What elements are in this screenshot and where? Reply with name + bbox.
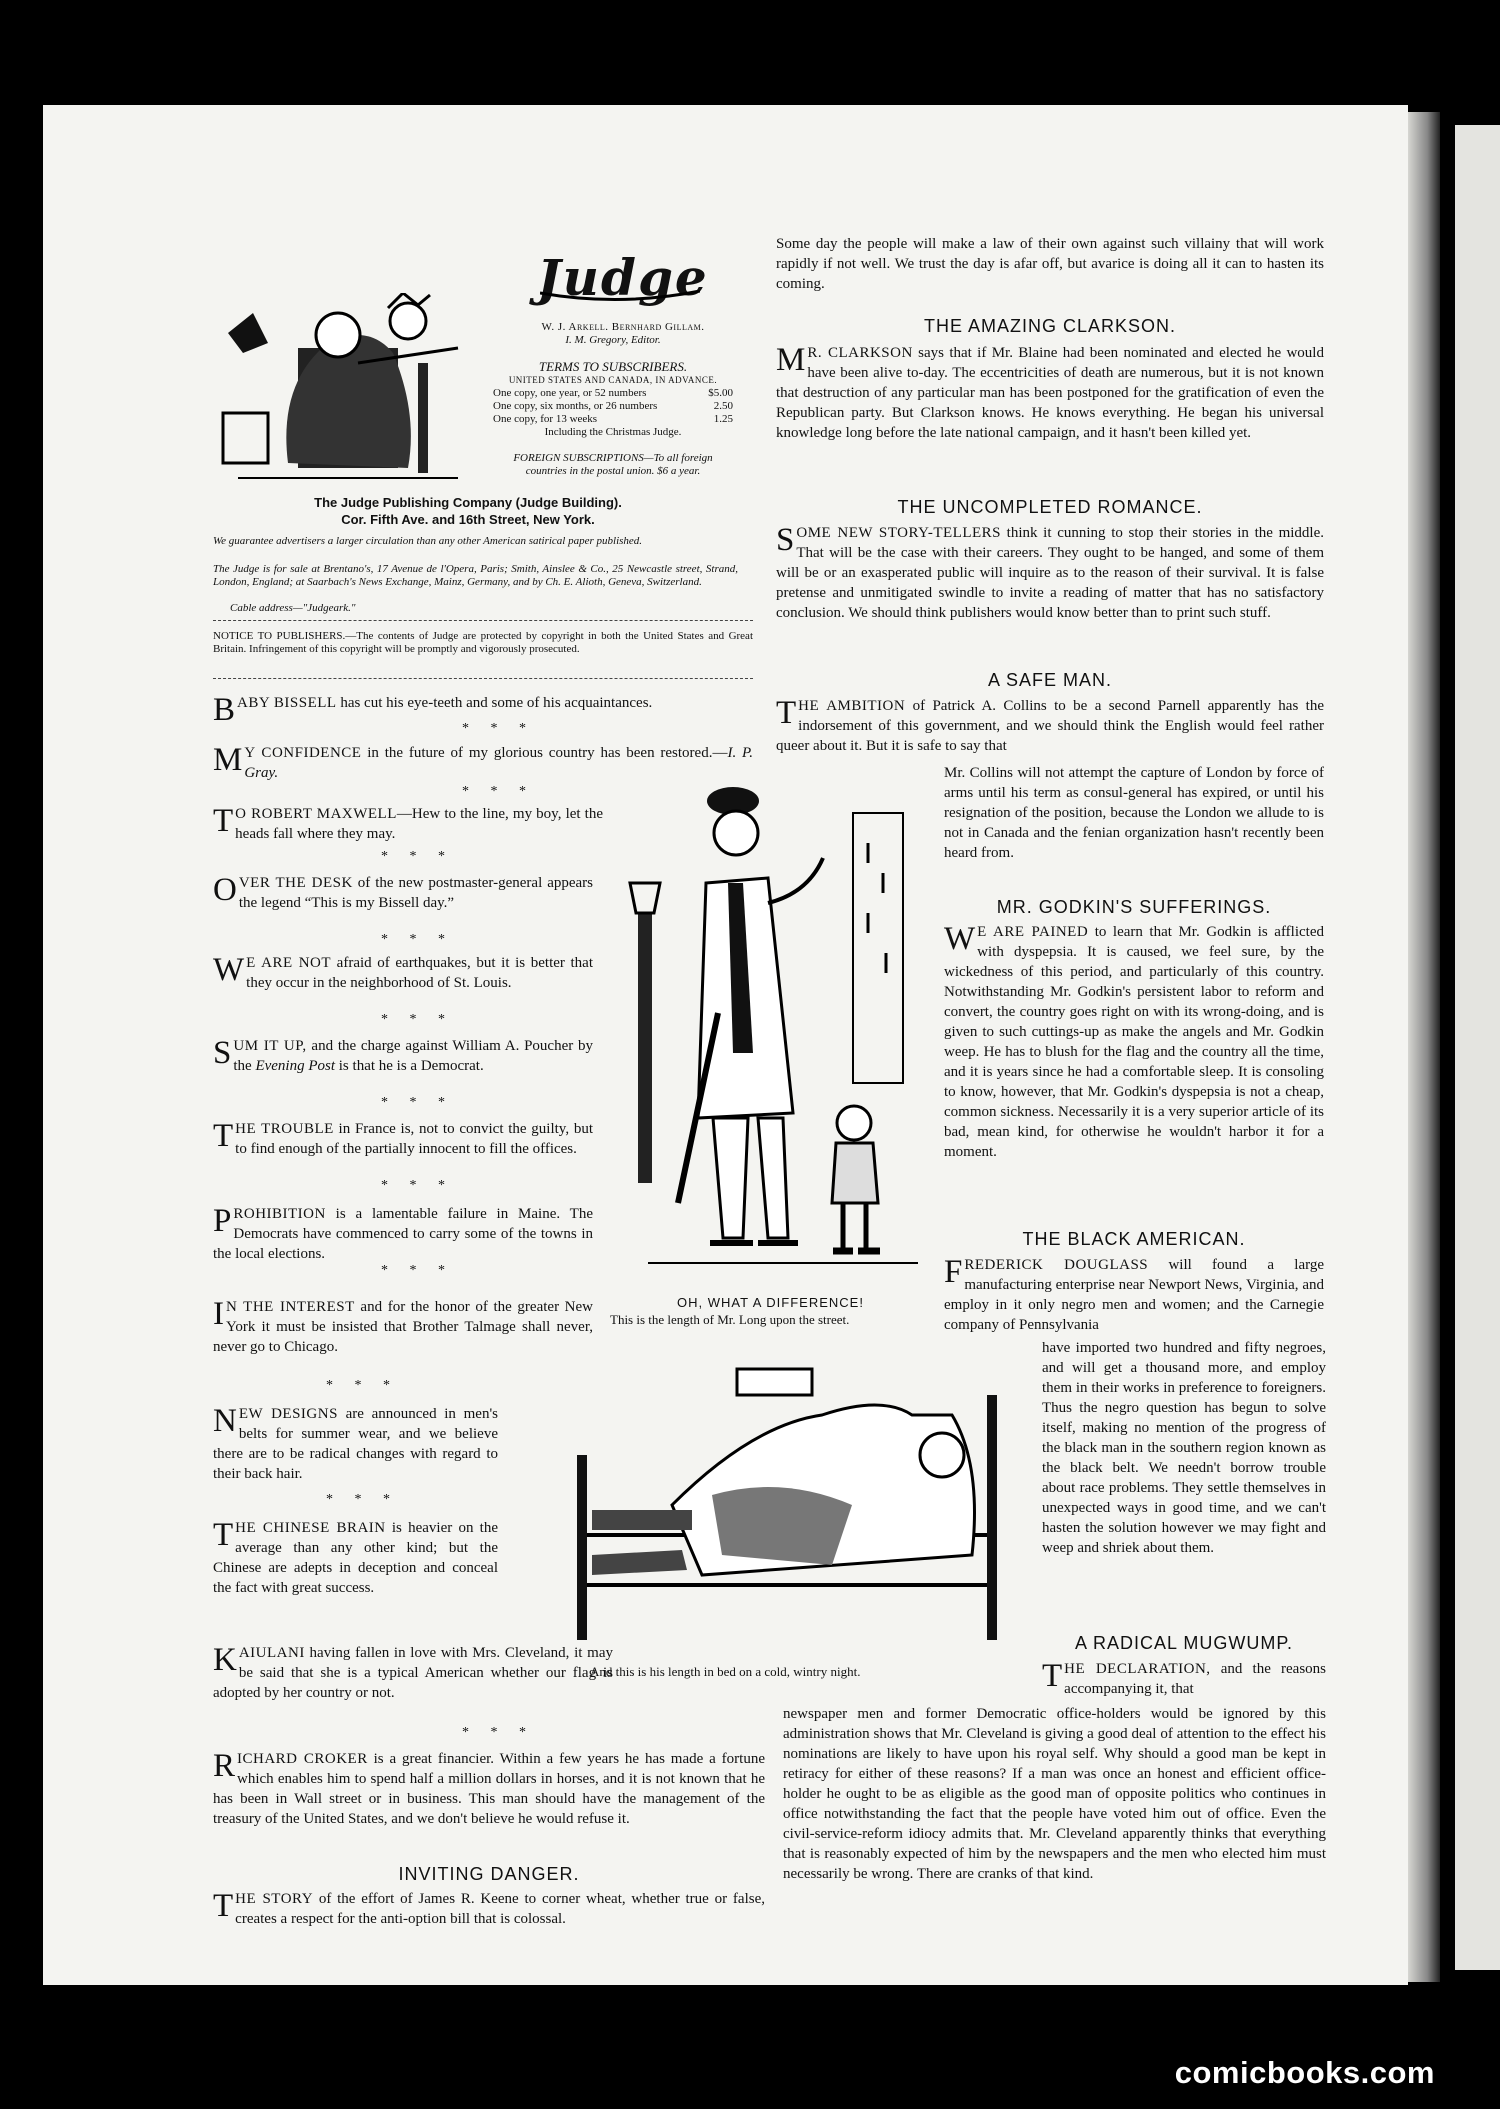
terms-list — [493, 387, 733, 439]
cartoon2-caption: And this is his length in bed on a cold, wintry night. — [590, 1664, 861, 1679]
lead-words: E ARE PAINED — [977, 924, 1089, 940]
item-prohibition — [213, 1204, 593, 1264]
lead-words: N THE INTEREST — [226, 1299, 355, 1315]
terms-price: 2.50 — [713, 400, 733, 412]
publisher-name: The Judge Publishing Company (Judge Building). — [314, 495, 622, 510]
terms-row — [493, 413, 733, 426]
masthead-title: Judge — [537, 248, 709, 307]
item-text: will found a large manufacturing enterprise near Newport News, Virginia, and employ in it only negro men and women; and the Carnegie company of Pennsylvania — [944, 1257, 1324, 1333]
item-postmaster — [213, 873, 593, 913]
terms-region: UNITED STATES AND CANADA, IN ADVANCE. — [508, 375, 718, 385]
guarantee-note: We guarantee advertisers a larger circulation than any other American satirical paper published. — [213, 535, 643, 547]
separator-stars: * * * — [326, 1492, 399, 1507]
heading-black-american: THE BLACK AMERICAN. — [1022, 1229, 1246, 1249]
lead-words: HE CHINESE BRAIN — [235, 1520, 386, 1536]
cartoon1-caption: This is the length of Mr. Long upon the street. — [610, 1312, 850, 1327]
separator-stars: * * * — [381, 932, 454, 947]
lead-words: HE TROUBLE — [235, 1121, 334, 1137]
item-france — [213, 1119, 593, 1159]
lead-words: ROHIBITION — [233, 1206, 326, 1222]
cartoon1-title: OH, WHAT A DIFFERENCE! — [677, 1295, 864, 1310]
item-text: of the effort of James R. Keene to corner wheat, whether true or false, creates a respect for the anti-option bill that is colossal. — [235, 1891, 765, 1927]
item-text: of the new postmaster-general appears the legend “This is my Bissell day.” — [238, 875, 594, 911]
drop-cap: N — [213, 1403, 237, 1439]
item-text: having fallen in love with Mrs. Cleveland, it may be said that she is a typical American whether our flag is adopted by her country or not. — [213, 1645, 613, 1701]
terms-title: TERMS TO SUBSCRIBERS. — [538, 359, 688, 374]
item-robert-maxwell — [213, 804, 603, 844]
foreign-subscriptions: FOREIGN SUBSCRIPTIONS—To all foreign countries in the postal union. $6 a year. — [513, 452, 713, 477]
item-text: says that if Mr. Blaine had been nominated and elected he would have been alive to-day. The eccentricities of death are numerous, but it is not known that destruction of any particular man has been postponed for the gratification of even the Republican party. But Clarkson knows. He knows everything. He began his universal knowledge long before the late national campaign, and it hasn't been killed yet. — [776, 345, 1324, 441]
item-new-designs — [213, 1404, 498, 1484]
terms-text: One copy, one year, or 52 numbers — [493, 387, 647, 399]
separator-stars: * * * — [381, 1263, 454, 1278]
masthead-editor: I. M. Gregory, Editor. — [565, 334, 661, 346]
lead-words: ABY BISSELL — [237, 695, 337, 711]
drop-cap: P — [213, 1203, 232, 1239]
heading-clarkson: THE AMAZING CLARKSON. — [923, 316, 1177, 336]
notice-to-publishers: NOTICE TO PUBLISHERS.—The contents of Judge are protected by copyright in both the United States and Great Britain. Infringement of this copyright will be promptly and vigorously prosecuted. — [213, 630, 753, 655]
item-radical-mugwump — [1042, 1659, 1326, 1699]
terms-price: $5.00 — [708, 387, 733, 399]
separator-stars: * * * — [462, 721, 535, 736]
drop-cap: I — [213, 1296, 224, 1332]
item-text: is that he is a Democrat. — [335, 1058, 484, 1074]
drop-cap: O — [213, 872, 237, 908]
drop-cap: S — [776, 522, 795, 558]
item-text: to learn that Mr. Godkin is afflicted with dyspepsia. It is caused, we feel sure, by the wickedness of this period, and particularly of this country. Notwithstanding Mr. Godkin's persistent labor to reform and convert, the country goes right on with its wrong-doing, and is given to such cuttings-up as make the angels and Mr. Godkin weep. He has to blush for the flag and the country all the time, and it is years since he had a comfortable sleep. It is consoling to know, however, that Mr. Godkin's dyspepsia is not a cheap, common sickness. Necessarily it is a very superior article of its bad, mean kind, for otherwise he wouldn't harbor it for a moment. — [944, 924, 1324, 1160]
item-radical-mugwump-cont: newspaper men and former Democratic office-holders would be ignored by this administration shows that Mr. Cleveland is giving a good deal of attention to the effect his nominations are likely to have upon his royal self. Why should a good man be kept in retiracy for either of these reasons? If a man was once an honest and efficient office-holder he ought to be as eligible as the good man of opposite politics who continues in office notwithstanding the fact that the people have voted him out of office. Even the civil-service-reform idiocy admits that. Mr. Cleveland apparently thinks that everything that is reasonably expected of him by the newspapers and the men who elected him must necessarily be wrong. There are cranks of that kind. — [783, 1706, 1326, 1882]
item-sum-it-up — [213, 1036, 593, 1076]
drop-cap: T — [213, 1517, 234, 1553]
lead-words: HE STORY — [235, 1891, 314, 1907]
drop-cap: W — [944, 921, 976, 957]
item-confidence — [213, 743, 753, 783]
signature: I. P. Gray. — [244, 745, 753, 781]
site-watermark: comicbooks.com — [1174, 2055, 1435, 2090]
item-text: is a lamentable failure in Maine. The Democrats have commenced to carry some of the towns in the local elections. — [213, 1206, 593, 1262]
terms-text: One copy, for 13 weeks — [493, 413, 598, 425]
drop-cap: T — [776, 695, 797, 731]
sale-note: The Judge is for sale at Brentano's, 17 Avenue de l'Opera, Paris; Smith, Ainslee & Co., 25 Newcastle street, Strand, London, England; at Saarbach's News Exchange, Mainz, Germany, and by Ch. E. Alioth, Geneva, Switzerland. — [213, 563, 738, 588]
item-text: and for the honor of the greater New York it must be insisted that Brother Talmage shall never, never go to Chicago. — [213, 1299, 594, 1355]
separator-stars: * * * — [381, 849, 454, 864]
drop-cap: K — [213, 1642, 237, 1678]
separator-stars: * * * — [381, 1178, 454, 1193]
item-text: in the future of my glorious country has been restored.— — [361, 745, 728, 761]
item-text: has cut his eye-teeth and some of his acquaintances. — [336, 695, 653, 711]
drop-cap: S — [213, 1035, 232, 1071]
item-text: and the charge against William A. Poucher by the — [233, 1038, 593, 1074]
lead-words: AIULANI — [238, 1645, 305, 1661]
lead-words: E ARE NOT — [246, 955, 332, 971]
drop-cap: B — [213, 692, 236, 728]
lead-words: REDERICK DOUGLASS — [964, 1257, 1149, 1273]
divider — [213, 620, 753, 621]
drop-cap: T — [1042, 1658, 1063, 1694]
item-text: of Patrick A. Collins to be a second Parnell apparently has the indorsement of this government, and we should think the English would feel rather queer about it. But it is safe to say that — [776, 698, 1324, 754]
masthead-flourish — [540, 285, 700, 305]
intro-paragraph: Some day the people will make a law of their own against such villainy that will work rapidly if not well. We trust the day is afar off, but avarice is doing all it can to hasten its coming. — [776, 236, 1324, 292]
divider — [213, 678, 753, 679]
item-clarkson — [776, 343, 1324, 443]
item-text: are announced in men's belts for summer wear, and we believe there are to be radical changes with regard to their back hair. — [213, 1406, 498, 1482]
cartoon-mr-long-bed — [552, 1355, 1022, 1655]
item-text: in France is, not to convict the guilty, but to find enough of the partially innocent to fill the offices. — [235, 1121, 593, 1157]
cartoon-mr-long-street — [618, 783, 938, 1283]
item-inviting-danger — [213, 1889, 765, 1929]
item-black-american — [944, 1255, 1324, 1335]
emphasis: Evening Post — [255, 1058, 336, 1074]
drop-cap: R — [213, 1748, 236, 1784]
item-greater-new-york — [213, 1297, 593, 1357]
lead-words: O ROBERT MAXWELL — [235, 806, 397, 822]
item-godkin — [944, 922, 1324, 1162]
lead-words: HE DECLARATION, — [1064, 1661, 1211, 1677]
item-earthquakes — [213, 953, 593, 993]
drop-cap: T — [213, 1118, 234, 1154]
item-text: —Hew to the line, my boy, let the heads fall where they may. — [235, 806, 603, 842]
separator-stars: * * * — [326, 1378, 399, 1393]
lead-words: OME NEW STORY-TELLERS — [796, 525, 1001, 541]
terms-text: One copy, six months, or 26 numbers — [493, 400, 658, 412]
page-binding-shadow — [1408, 112, 1440, 1982]
terms-row — [493, 400, 733, 413]
terms-row — [493, 387, 733, 400]
drop-cap: W — [213, 952, 245, 988]
lead-words: UM IT UP, — [233, 1038, 307, 1054]
lead-words: HE AMBITION — [798, 698, 906, 714]
masthead-illustration — [218, 293, 476, 483]
publisher-address: Cor. Fifth Ave. and 16th Street, New York. — [341, 512, 595, 527]
drop-cap: M — [213, 742, 243, 778]
item-text: afraid of earthquakes, but it is better that they occur in the neighborhood of St. Louis. — [246, 955, 593, 991]
lead-words: VER THE DESK — [238, 875, 353, 891]
item-text: and the reasons accompanying it, that — [1064, 1661, 1326, 1697]
cable-address: Cable address—"Judgeark." — [230, 602, 356, 614]
opposite-page-edge — [1455, 125, 1500, 1970]
item-romance — [776, 523, 1324, 623]
drop-cap: F — [944, 1254, 963, 1290]
separator-stars: * * * — [381, 1012, 454, 1027]
item-text: is a great financier. Within a few years he has made a fortune which enables him to spend half a million dollars in horses, and it is not known that he has been in Wall street or in business. This man should have the management of the treasury of the United States, and we don't believe he would refuse it. — [213, 1751, 765, 1827]
item-text: is heavier on the average than any other kind; but the Chinese are adepts in deception and conceal the fact with great success. — [213, 1520, 498, 1596]
item-safe-man-cont: Mr. Collins will not attempt the capture of London by force of arms until his term as consul-general has expired, or until his resignation of the position, because the London we allude to is not in Canada and the fenian organization hasn't recently been heard from. — [944, 765, 1324, 861]
item-text: think it cunning to stop their stories in the middle. That will be the case with their careers. They ought to be hanged, and some of them will be or an exasperated public will inquire as to the reason of their survival. It is false pretense and unmitigated swindle to invite a reading of matter that has no satisfactory conclusion. We should think publishers would know better than to print such stuff. — [776, 525, 1324, 621]
separator-stars: * * * — [462, 784, 535, 799]
separator-stars: * * * — [462, 1725, 535, 1740]
item-chinese-brain — [213, 1518, 498, 1598]
masthead-staff: W. J. Arkell. Bernhard Gillam. — [541, 321, 705, 333]
christmas-note: Including the Christmas Judge. — [544, 426, 682, 438]
heading-romance: THE UNCOMPLETED ROMANCE. — [897, 497, 1203, 517]
drop-cap: T — [213, 1888, 234, 1924]
heading-godkin: MR. GODKIN'S SUFFERINGS. — [996, 897, 1272, 917]
item-richard-croker — [213, 1749, 765, 1829]
drop-cap: M — [776, 342, 806, 378]
item-black-american-cont: have imported two hundred and fifty negroes, and will get a thousand more, and employ them in their works in preference to foreigners. Thus the negro question has begun to solve itself, making no mention of the progress of the black man in the southern region known as the black belt. We needn't borrow trouble about race problems. They settle themselves in unexpected ways in good time, and we can't hasten the solution however we may fight and weep and shriek about them. — [1042, 1340, 1326, 1556]
heading-radical-mugwump: A RADICAL MUGWUMP. — [1074, 1633, 1294, 1653]
drop-cap: T — [213, 803, 234, 839]
lead-words: Y CONFIDENCE — [244, 745, 362, 761]
item-safe-man — [776, 696, 1324, 756]
lead-words: R. CLARKSON — [807, 345, 913, 361]
separator-stars: * * * — [381, 1095, 454, 1110]
heading-safe-man: A SAFE MAN. — [987, 670, 1113, 690]
lead-words: EW DESIGNS — [238, 1406, 338, 1422]
terms-price: 1.25 — [713, 413, 733, 425]
lead-words: ICHARD CROKER — [237, 1751, 368, 1767]
heading-inviting-danger: INVITING DANGER. — [398, 1864, 580, 1884]
